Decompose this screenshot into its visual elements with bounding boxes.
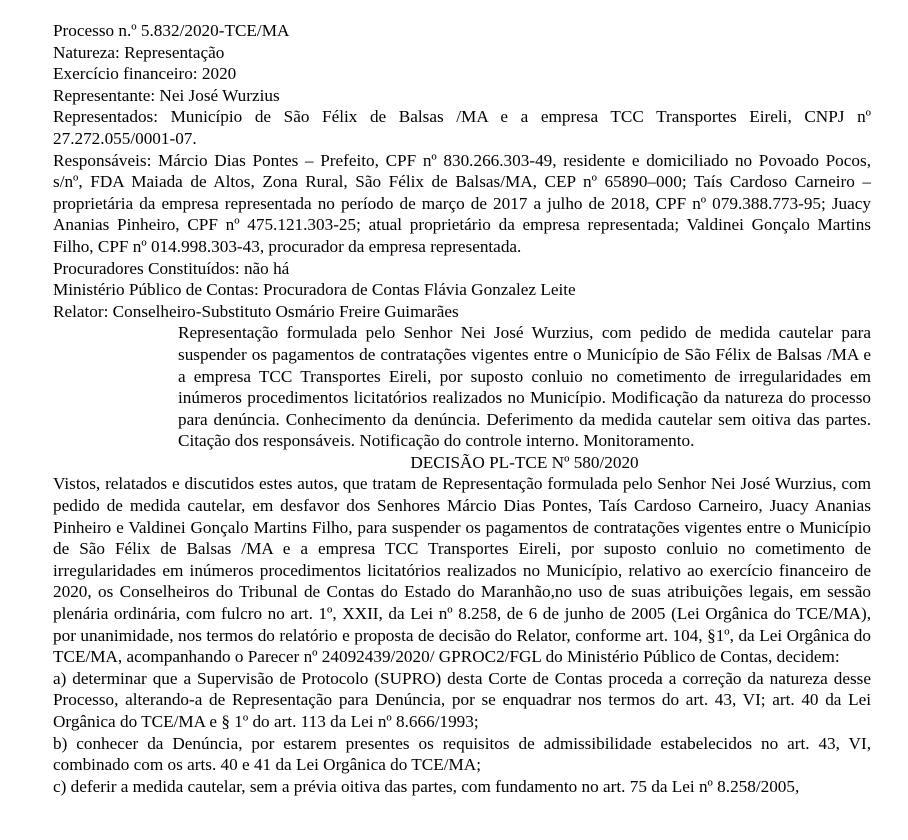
decision-preamble: Vistos, relatados e discutidos estes autos, que tratam de Representação formulada pelo Senhor Nei José Wurzius, com pedido de medida cautelar, em desfavor dos Senhores Márcio Dias Pontes, Taís Cardoso Carneiro, Juacy Ananias Pinheiro e Valdinei Gonçalo Martins Filho, para suspender os pagamentos de contratações vigentes entre o Município de São Félix de Balsas /MA e a empresa TCC Transportes Eireli, por suposto conluio no cometimento de irregularidades em inúmeros procedimentos licitatórios realizados no Município, relativo ao exercício financeiro de 2020, os Conselheiros do Tribunal de Contas do Estado do Maranhão,no uso de suas atribuições legais, em sessão plenária ordinária, com fulcro no art. 1º, XXII, da Lei nº 8.258, de 6 de junho de 2005 (Lei Orgânica do TCE/MA), por unanimidade, nos termos do relatório e proposta de decisão do Relator, conforme art. 104, §1º, da Lei Orgânica do TCE/MA, acompanhando o Parecer nº 24092439/2020/ GPROC2/FGL do Ministério Público de Contas, decidem: xyxy=(53,474,871,667)
decision-item-b: b) conhecer da Denúncia, por estarem presentes os requisitos de admissibilidade estabelecidos no art. 43, VI, combinado com os arts. 40 e 41 da Lei Orgânica do TCE/MA; xyxy=(53,733,871,775)
fiscal-year: Exercício financeiro: 2020 xyxy=(53,64,237,84)
attorneys: Procuradores Constituídos: não há xyxy=(53,258,290,278)
document-page xyxy=(53,20,871,797)
responsible-parties: Responsáveis: Márcio Dias Pontes – Prefeito, CPF nº 830.266.303-49, residente e domiciliado no Povoado Pocos, s/nº, FDA Maiada de Altos, Zona Rural, São Félix de Balsas/MA, CEP nº 65890–000; Taís Cardoso Carneiro – proprietária da empresa representada no período de março de 2017 a julho de 2018, CPF nº 079.388.773-95; Juacy Ananias Pinheiro, CPF nº 475.121.303-25; atual proprietário da empresa representada; Valdinei Gonçalo Martins Filho, CPF nº 014.998.303-43, procurador da empresa representada. xyxy=(53,150,871,256)
process-number: Processo n.º 5.832/2020-TCE/MA xyxy=(53,21,290,40)
summary-ementa: Representação formulada pelo Senhor Nei José Wurzius, com pedido de medida cautelar para suspender os pagamentos de contratações vigentes entre o Município de São Félix de Balsas /MA e a empresa TCC Transportes Eireli, por suposto conluio no cometimento de irregularidades em inúmeros procedimentos licitatórios realizados no Município. Modificação da natureza do processo para denúncia. Conhecimento da denúncia. Deferimento da medida cautelar sem oitiva das partes. Citação dos responsáveis. Notificação do controle interno. Monitoramento. xyxy=(178,323,871,451)
represented-parties: Representados: Município de São Félix de Balsas /MA e a empresa TCC Transportes Eireli, CNPJ nº 27.272.055/0001-07. xyxy=(53,107,871,148)
representative: Representante: Nei José Wurzius xyxy=(53,85,280,105)
nature: Natureza: Representação xyxy=(53,42,225,62)
decision-title: DECISÃO PL-TCE Nº 580/2020 xyxy=(410,452,639,472)
decision-item-a: a) determinar que a Supervisão de Protocolo (SUPRO) desta Corte de Contas proceda a correção da natureza desse Processo, alterando-a de Representação para Denúncia, por se enquadrar nos termos do art. 43, VI; art. 40 da Lei Orgânica do TCE/MA e § 1º do art. 113 da Lei nº 8.666/1993; xyxy=(53,668,871,731)
rapporteur: Relator: Conselheiro-Substituto Osmário Freire Guimarães xyxy=(53,301,459,321)
public-ministry: Ministério Público de Contas: Procuradora de Contas Flávia Gonzalez Leite xyxy=(53,280,576,300)
decision-item-c: c) deferir a medida cautelar, sem a prévia oitiva das partes, com fundamento no art. 75 da Lei nº 8.258/2005, xyxy=(53,776,800,796)
